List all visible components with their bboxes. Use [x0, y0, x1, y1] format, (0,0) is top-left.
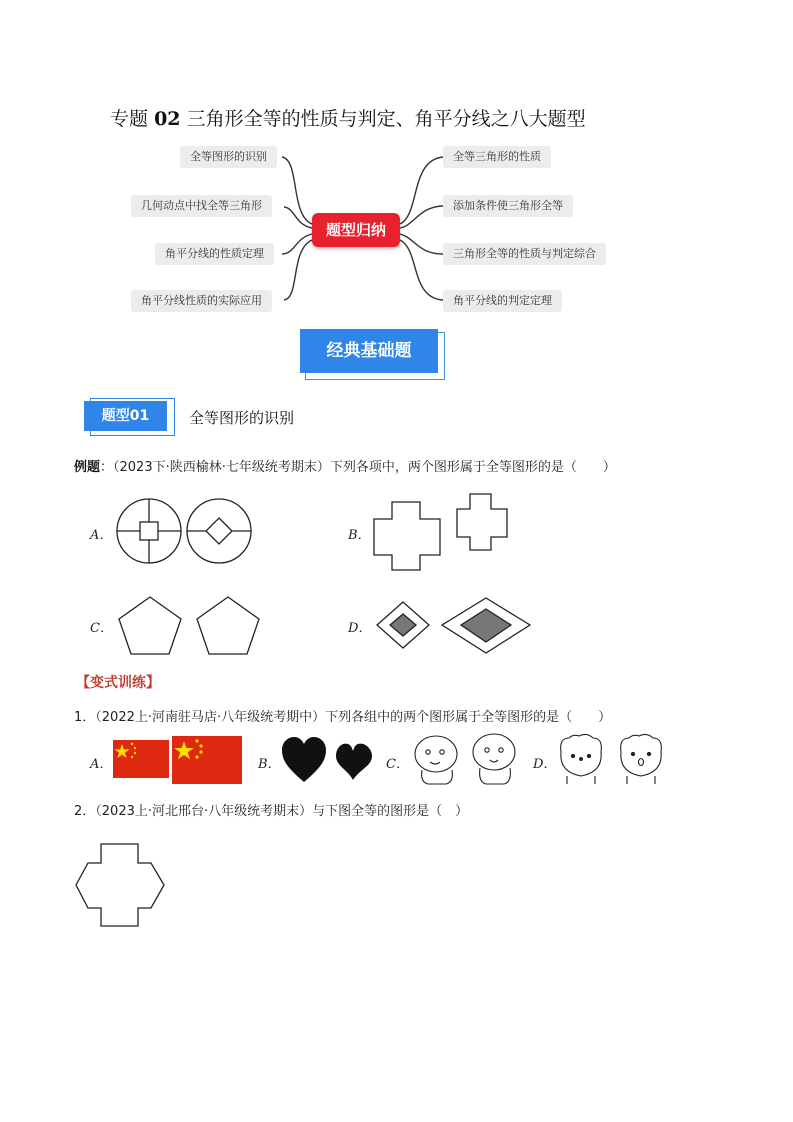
question-1: 1．（2022上·河南驻马店·八年级统考期中）下列各组中的两个图形属于全等图形的是（ ） [74, 710, 612, 725]
section-banner: 经典基础题 [300, 329, 438, 373]
example-option-d-label: D． [348, 621, 372, 636]
cartoon-icon-pair-d [555, 732, 675, 788]
heart-icon-pair [280, 736, 380, 786]
mindmap-connectors [0, 0, 793, 330]
example-option-b-label: B． [348, 528, 371, 543]
example-option-c-figure [116, 594, 266, 659]
section-tag: 题型01 [84, 401, 167, 431]
mindmap-node-right-2: 添加条件使三角形全等 [443, 195, 573, 217]
q2-figure [74, 840, 174, 930]
mindmap-center: 题型归纳 [312, 213, 400, 247]
question-2: 2．（2023上·河北邢台·八年级统考期末）与下图全等的图形是（ ） [74, 804, 469, 819]
mindmap-node-right-4: 角平分线的判定定理 [443, 290, 562, 312]
example-option-a-figure [116, 498, 256, 568]
section-title: 全等图形的识别 [189, 409, 295, 427]
example-question: 例题：（2023下·陕西榆林·七年级统考期末）下列各项中，两个图形属于全等图形的是（ ） [74, 460, 616, 475]
mindmap-node-left-1: 全等图形的识别 [180, 146, 277, 168]
q1-option-a-label: A． [90, 757, 113, 772]
variant-training-label: 【变式训练】 [76, 675, 160, 691]
example-option-d-figure [372, 596, 542, 656]
mindmap-node-left-3: 角平分线的性质定理 [155, 243, 274, 265]
mindmap-node-right-1: 全等三角形的性质 [443, 146, 551, 168]
q1-option-d-label: D． [533, 757, 557, 772]
mindmap-node-left-4: 角平分线性质的实际应用 [131, 290, 272, 312]
mindmap-node-left-2: 几何动点中找全等三角形 [131, 195, 272, 217]
example-option-c-label: C． [90, 621, 113, 636]
example-option-a-label: A． [90, 528, 113, 543]
mindmap-node-right-3: 三角形全等的性质与判定综合 [443, 243, 606, 265]
flag-icon-small [113, 740, 171, 780]
flag-icon-large [172, 736, 244, 786]
example-option-b-figure [372, 492, 512, 572]
q1-option-c-label: C． [386, 757, 409, 772]
cartoon-icon-pair-c [408, 732, 528, 788]
page-title: 专题 02 三角形全等的性质与判定、角平分线之八大题型 [110, 108, 586, 130]
q1-option-b-label: B． [258, 757, 281, 772]
